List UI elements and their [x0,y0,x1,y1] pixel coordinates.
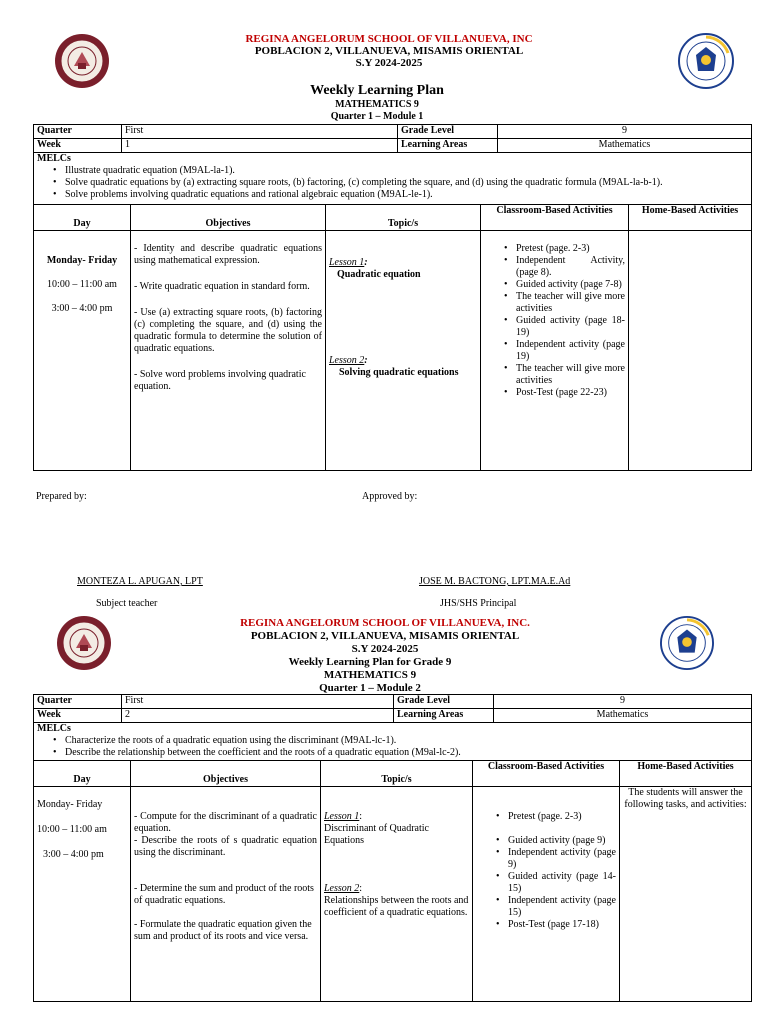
melc-item: • Solve quadratic equations by (a) extracting square roots, (b) factoring, (c) completing the square, and (d) using the quadratic formula (M9AL-la-b-1). [51,177,748,189]
approved-by-label: Approved by: [362,491,418,502]
objective-item: - Determine the sum and product of the roots of quadratic equations. [134,883,314,906]
melc-item: • Characterize the roots of a quadratic equation using the discriminant (M9AL-lc-1). [51,735,748,747]
plan1-info-table [33,124,752,205]
plan2-info-table [33,694,752,761]
home-activities-cell: The students will answer the following tasks, and activities: [620,787,752,1002]
activity-item: • Guided activity (page 9) [494,835,616,847]
melcs-label: MELCs [37,153,71,164]
day-cell [34,787,131,1002]
principal-role: JHS/SHS Principal [440,598,517,609]
school-seal-logo [54,33,110,89]
classroom-activities-list [484,243,625,399]
activity-item: • Guided activity (page 14-15) [494,871,616,895]
objectives-cell [131,231,326,471]
school-name: REGINA ANGELORUM SCHOOL OF VILLANUEVA, INC [245,33,533,45]
week-label: Week [34,709,122,723]
quarter-value: First [122,125,398,139]
activity-item: • Independent activity (page 15) [494,895,616,919]
header-day: Day [34,761,131,787]
melcs-list [37,735,748,759]
school-seal-logo [56,615,112,671]
deped-seal-logo [660,616,714,670]
quarter-label: Quarter [34,695,122,709]
grade-level-value: 9 [494,695,752,709]
subject-title: MATHEMATICS 9 [323,669,417,681]
objective-item: - Compute for the discriminant of a quadratic equation. [134,811,317,834]
plan1-schedule-table [33,204,752,471]
teacher-name: MONTEZA L. APUGAN, LPT [77,576,203,587]
learning-areas-value: Mathematics [498,139,752,153]
activity-item: • Post-Test (page 22-23) [502,387,625,399]
week-label: Week [34,139,122,153]
principal-name: JOSE M. BACTONG, LPT.MA.E.Ad [419,576,571,587]
school-name: REGINA ANGELORUM SCHOOL OF VILLANUEVA, INC. [240,617,530,629]
melc-item: • Describe the relationship between the coefficient and the roots of a quadratic equation (M9al-lc-2). [51,747,748,759]
melc-item: • Solve problems involving quadratic equations and rational algebraic equation (M9AL-le-1). [51,189,748,201]
week-value: 2 [122,709,394,723]
subject-title: MATHEMATICS 9 [335,99,419,110]
page-title: Weekly Learning Plan for Grade 9 [288,656,452,668]
activity-item: • Independent activity (page 19) [502,339,625,363]
header-day: Day [34,205,131,231]
activity-item: • Guided activity (page 18-19) [502,315,625,339]
deped-seal-logo [678,33,734,89]
melc-item: • Illustrate quadratic equation (M9AL-la-1). [51,165,748,177]
classroom-activities-cell [481,231,629,471]
header-home-activities: Home-Based Activities [629,205,752,231]
lesson1-label: Lesson 1 [324,811,360,822]
lesson2-label: Lesson 2 [324,883,360,894]
time-slot-1: 10:00 – 11:00 am [37,824,107,835]
header-objectives: Objectives [131,205,326,231]
objective-item: - Write quadratic equation in standard form. [134,281,310,292]
header-objectives: Objectives [131,761,321,787]
grade-level-label: Grade Level [398,125,498,139]
classroom-activities-list [476,811,616,931]
lesson2-title: Relationships between the roots and coefficient of a quadratic equations. [324,895,469,918]
learning-areas-value: Mathematics [494,709,752,723]
time-slot-2: 3:00 – 4:00 pm [51,303,113,314]
melcs-label: MELCs [37,723,71,734]
activity-item: • Guided activity (page 7-8) [502,279,625,291]
grade-level-label: Grade Level [394,695,494,709]
grade-level-value: 9 [498,125,752,139]
objective-item: - Formulate the quadratic equation given the sum and product of its roots and vice versa. [134,919,312,942]
day-value: Monday- Friday [46,255,118,266]
time-slot-2: 3:00 – 4:00 pm [43,849,104,860]
melcs-list [37,165,748,201]
topics-cell: Lesson 1: Discriminant of Quadratic Equations Lesson 2: Relationships between the roots and coefficient of a quadratic equations. [321,787,473,1002]
lesson1-label: Lesson 1 [329,257,365,268]
header-topics: Topic/s [321,761,473,787]
activity-item: • The teacher will give more activities [502,291,625,315]
teacher-role: Subject teacher [96,598,158,609]
school-address: POBLACION 2, VILLANUEVA, MISAMIS ORIENTAL [254,45,524,57]
quarter-module: Quarter 1 – Module 1 [330,111,424,122]
quarter-label: Quarter [34,125,122,139]
time-slot-1: 10:00 – 11:00 am [47,279,117,290]
activity-item: • Pretest (page. 2-3) [502,243,625,255]
melcs-cell [34,723,752,761]
header-home-activities: Home-Based Activities [620,761,752,787]
objective-item: - Solve word problems involving quadratic equation. [134,369,306,392]
header-topics: Topic/s [326,205,481,231]
activity-item: • Independent activity (page 9) [494,847,616,871]
learning-areas-label: Learning Areas [398,139,498,153]
week-value: 1 [122,139,398,153]
lesson1-title: Discriminant of Quadratic Equations [324,823,429,846]
objective-item: - Identity and describe quadratic equations using mathematical expression. [134,243,322,266]
lesson2-label: Lesson 2 [329,355,365,366]
quarter-value: First [122,695,394,709]
school-year: S.Y 2024-2025 [351,643,419,655]
page-title: Weekly Learning Plan [310,83,444,98]
activity-item: • Pretest (page. 2-3) [494,811,616,823]
quarter-module: Quarter 1 – Module 2 [319,682,421,694]
plan2-schedule-table [33,760,752,1002]
activity-item: • The teacher will give more activities [502,363,625,387]
objective-item: - Describe the roots of s quadratic equation using the discriminant. [134,835,317,858]
school-year: S.Y 2024-2025 [355,57,423,69]
objective-item: - Use (a) extracting square roots, (b) factoring (c) completing the square, and (d) using the quadratic formula to determine the solution of quadratic equations. [134,307,322,354]
day-value: Monday- Friday [37,799,103,810]
activity-item: • Independent Activity, (page 8). [502,255,625,279]
learning-areas-label: Learning Areas [394,709,494,723]
header-classroom-activities: Classroom-Based Activities [473,761,620,787]
home-activities-cell [629,231,752,471]
lesson1-title: Quadratic equation [337,269,421,280]
classroom-activities-cell [473,787,620,1002]
topics-cell: Lesson 1: Quadratic equation Lesson 2: Solving quadratic equations [326,231,481,471]
activity-item: • Post-Test (page 17-18) [494,919,616,931]
header-classroom-activities: Classroom-Based Activities [481,205,629,231]
prepared-by-label: Prepared by: [36,491,87,502]
lesson2-title: Solving quadratic equations [339,367,459,378]
objectives-cell [131,787,321,1002]
school-address: POBLACION 2, VILLANUEVA, MISAMIS ORIENTAL [250,630,520,642]
day-cell [34,231,131,471]
melcs-cell [34,153,752,205]
